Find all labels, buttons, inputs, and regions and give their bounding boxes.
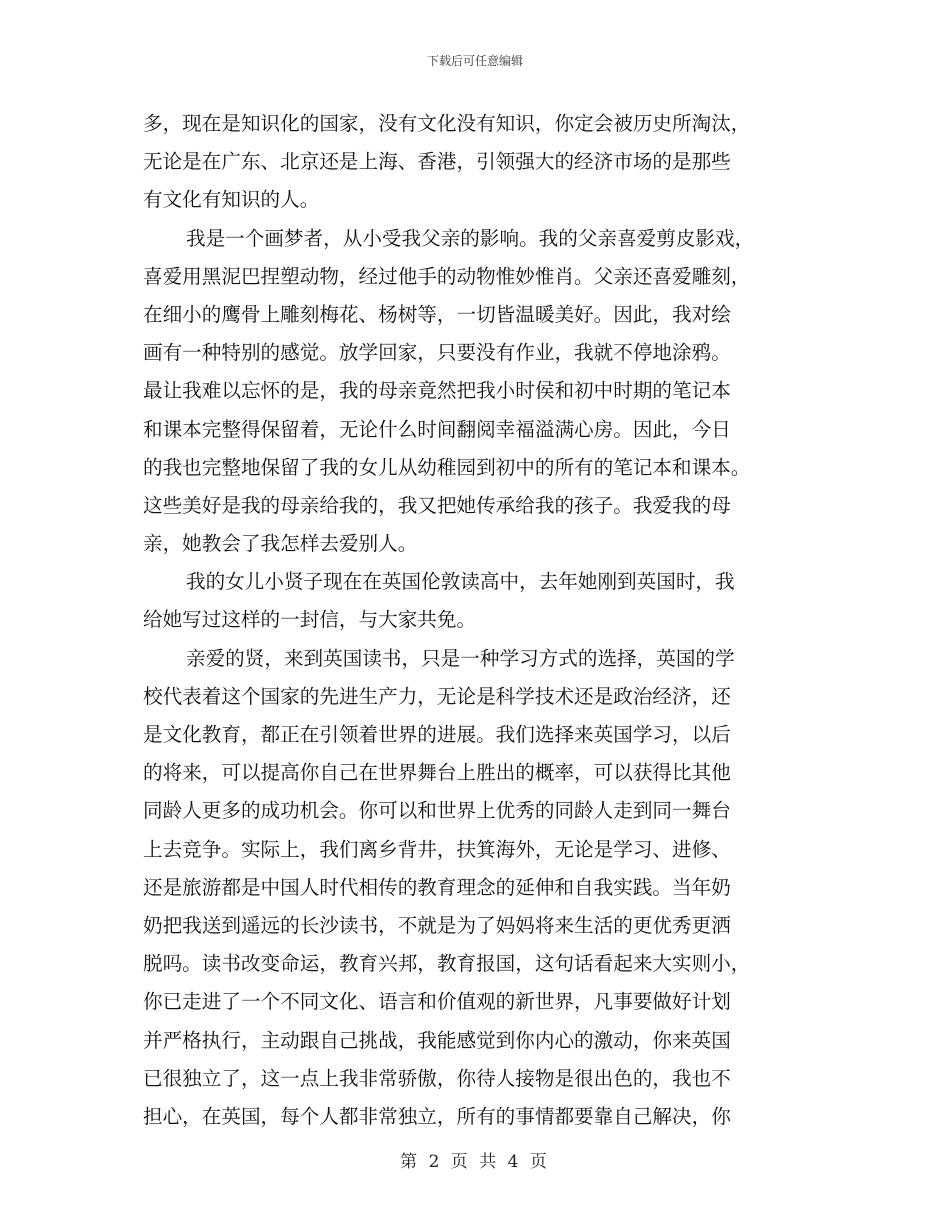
text-line: 是文化教育，都正在引领着世界的进展。我们选择来英国学习，以后	[143, 723, 731, 746]
text-line: 担心，在英国，每个人都非常独立，所有的事情都要靠自己解决，你	[143, 1104, 731, 1128]
text-line: 在细小的鹰骨上雕刻梅花、杨树等，一切皆温暖美好。因此，我对绘	[143, 302, 731, 326]
page-number-footer: 第 2 页 共 4 页	[400, 1152, 550, 1172]
text-line: 最让我难以忘怀的是，我的母亲竟然把我小时侯和初中时期的笔记本	[143, 379, 731, 403]
text-line: 还是旅游都是中国人时代相传的教育理念的延伸和自我实践。当年奶	[143, 875, 731, 899]
text-line: 同龄人更多的成功机会。你可以和世界上优秀的同龄人走到同一舞台	[143, 799, 731, 823]
text-line: 画有一种特别的感觉。放学回家，只要没有作业，我就不停地涂鸦。	[143, 341, 731, 365]
text-line: 这些美好是我的母亲给我的，我又把她传承给我的孩子。我爱我的母	[143, 493, 731, 517]
text-line: 亲，她教会了我怎样去爱别人。	[143, 532, 418, 556]
text-line: 并严格执行，主动跟自己挑战，我能感觉到你内心的激动，你来英国	[143, 1028, 731, 1052]
text-line: 我是一个画梦者，从小受我父亲的影响。我的父亲喜爱剪皮影戏，	[186, 226, 755, 250]
text-line: 无论是在广东、北京还是上海、香港，引领强大的经济市场的是那些	[143, 150, 731, 174]
text-line: 脱吗。读书改变命运，教育兴邦，教育报国，这句话看起来大实则小，	[143, 952, 751, 976]
text-line: 上去竞争。实际上，我们离乡背井，扶箕海外，无论是学习、进修、	[143, 837, 731, 861]
text-line: 多，现在是知识化的国家，没有文化没有知识，你定会被历史所淘汰，	[143, 112, 751, 135]
document-body	[143, 105, 803, 1136]
text-line: 你已走进了一个不同文化、语言和价值观的新世界，凡事要做好计划	[143, 990, 731, 1014]
text-line: 喜爱用黑泥巴捏塑动物，经过他手的动物惟妙惟肖。父亲还喜爱雕刻，	[143, 264, 751, 288]
text-line: 奶把我送到遥远的长沙读书，不就是为了妈妈将来生活的更优秀更洒	[143, 913, 731, 937]
text-line: 给她写过这样的一封信，与大家共免。	[143, 608, 477, 632]
text-line: 我的女儿小贤子现在在英国伦敦读高中，去年她刚到英国时，我	[186, 570, 735, 594]
text-line: 和课本完整得保留着，无论什么时间翻阅幸福溢满心房。因此，今日	[143, 417, 731, 441]
text-line: 有文化有知识的人。	[143, 188, 320, 212]
text-line: 校代表着这个国家的先进生产力，无论是科学技术还是政治经济，还	[143, 684, 731, 708]
text-line: 已很独立了，这一点上我非常骄傲，你待人接物是很出色的，我也不	[143, 1066, 731, 1090]
text-line: 的我也完整地保留了我的女儿从幼稚园到初中的所有的笔记本和课本。	[143, 455, 751, 479]
page-header: 下载后可任意编辑	[426, 54, 523, 68]
text-line: 亲爱的贤，来到英国读书，只是一种学习方式的选择，英国的学	[186, 646, 735, 670]
text-line: 的将来，可以提高你自己在世界舞台上胜出的概率，可以获得比其他	[143, 761, 731, 785]
